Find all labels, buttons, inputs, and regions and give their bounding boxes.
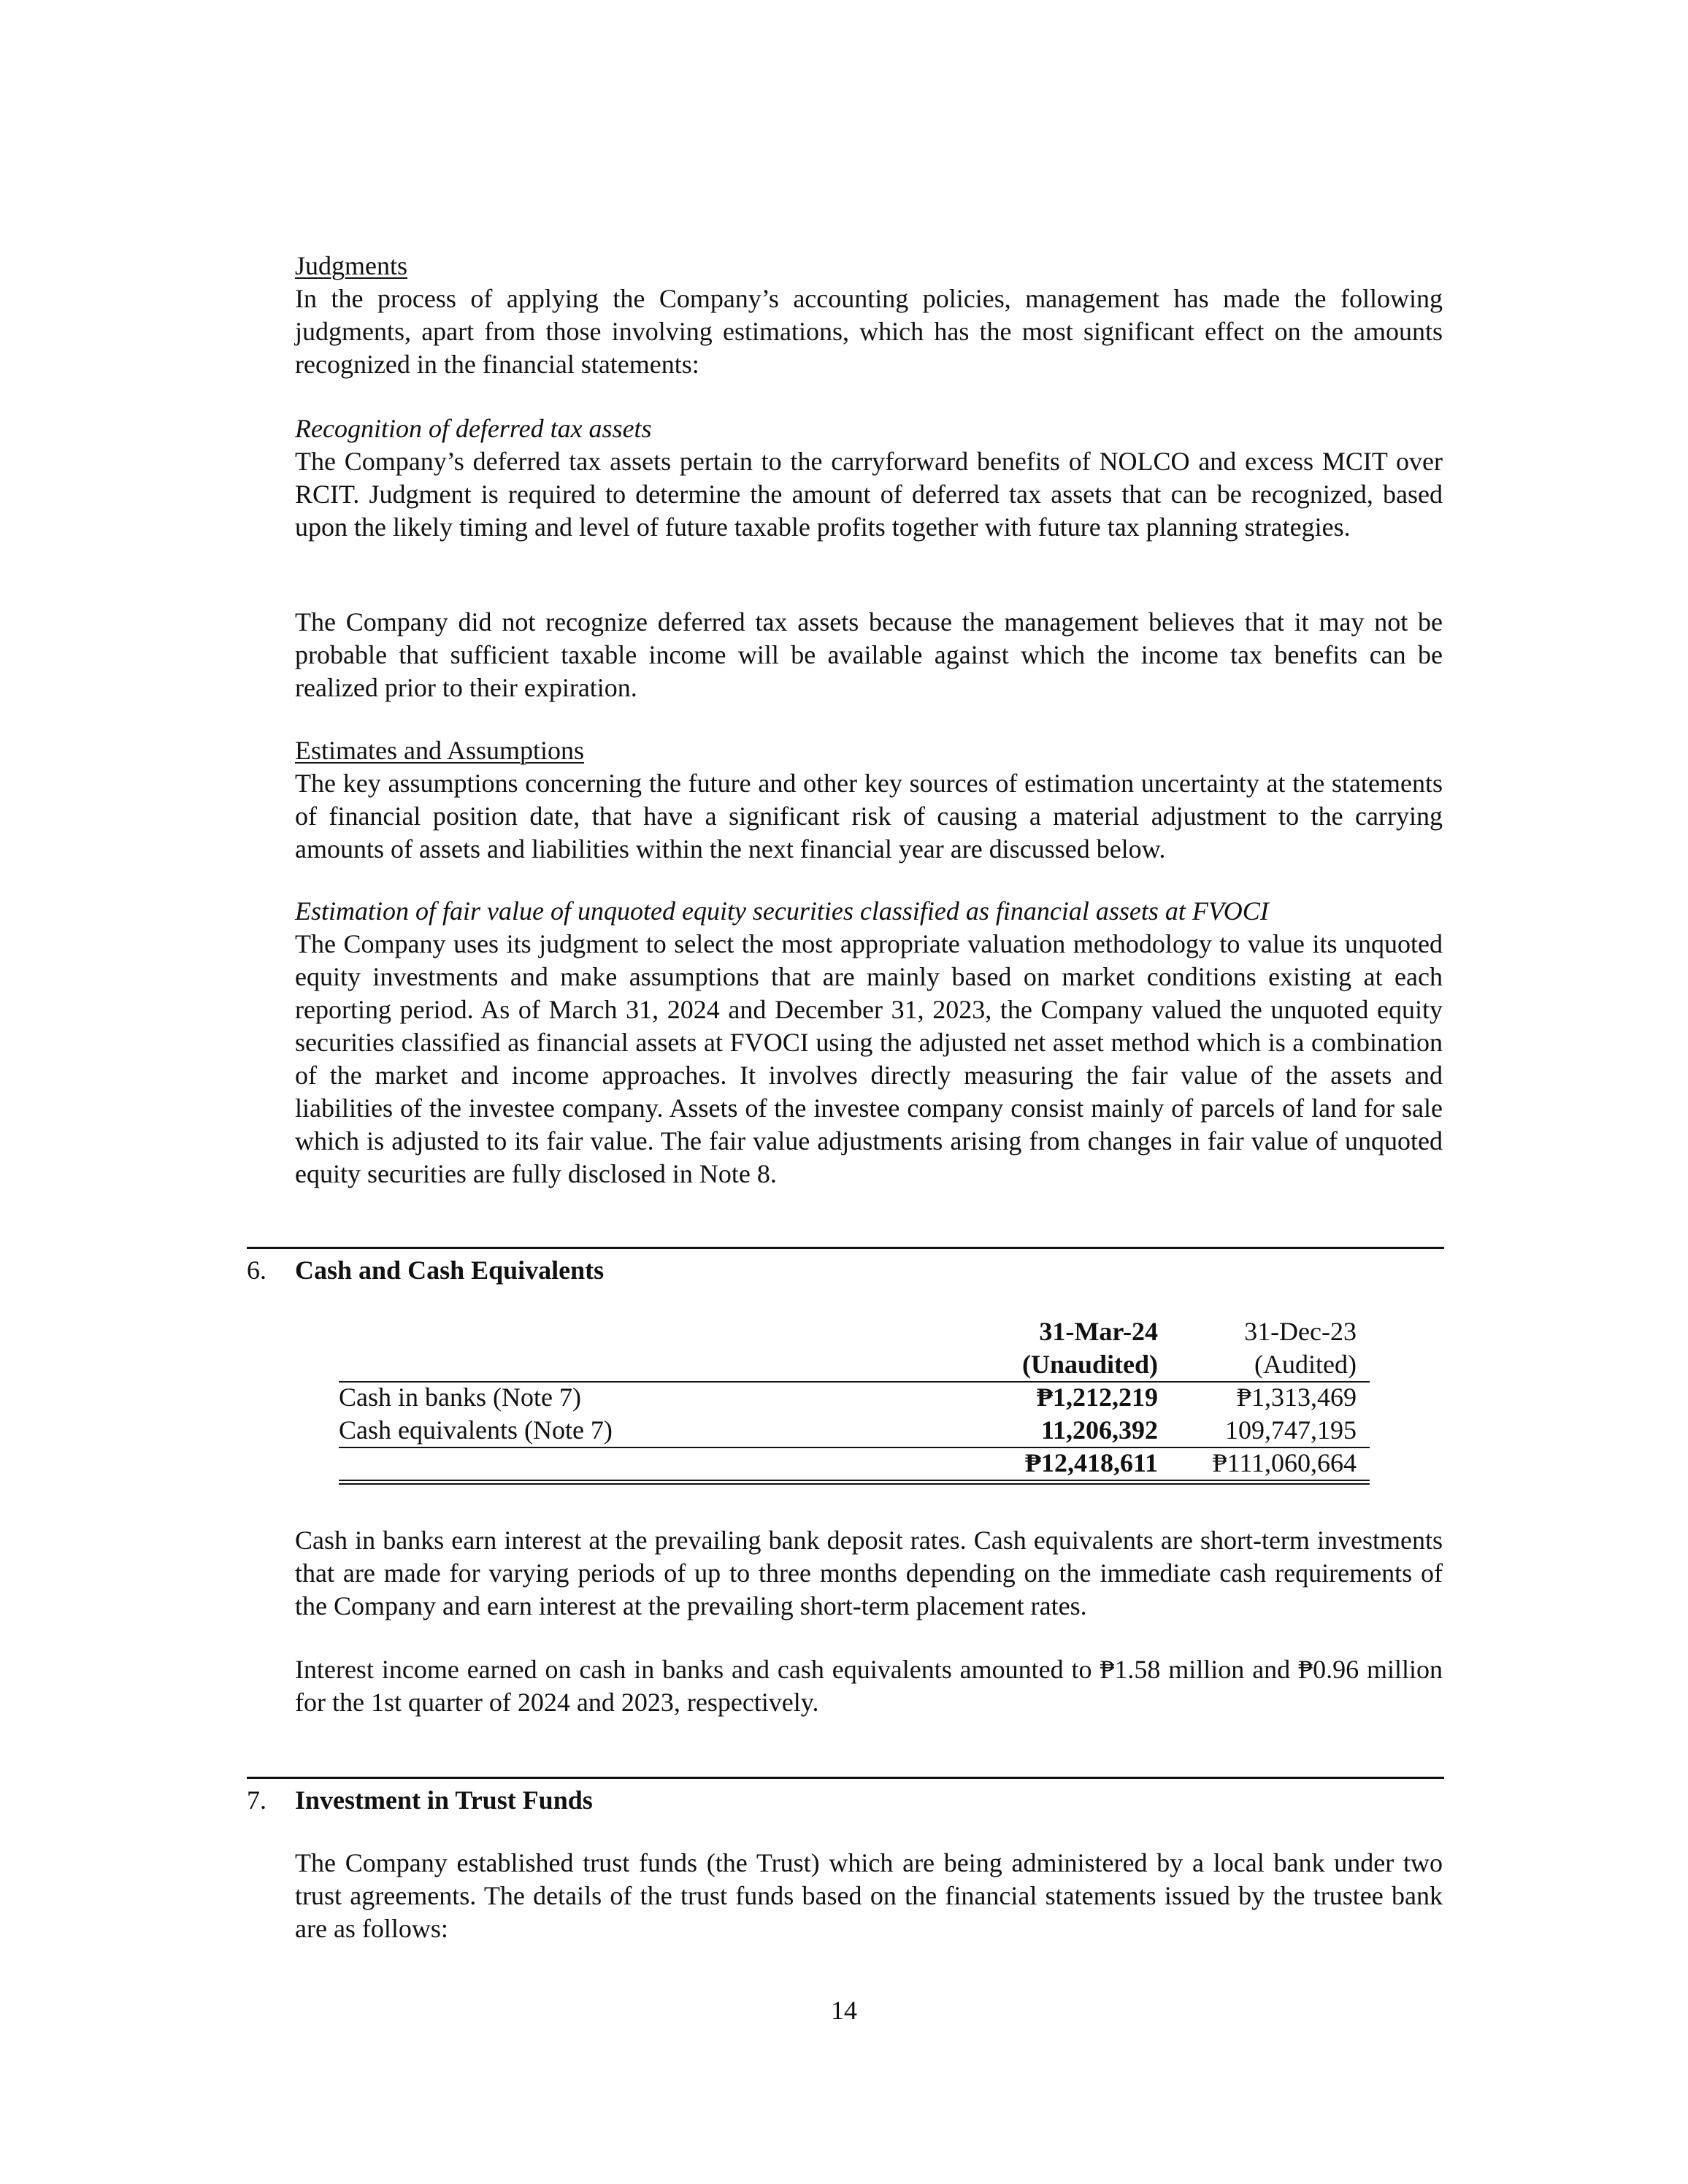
- section-7-paragraph-1: The Company established trust funds (the Trust) which are being administered by a local bank under two trust agreements. The details of the trust funds based on the financial statements issued by the trustee bank are as follows:: [295, 1848, 1443, 1943]
- section-6-number: 6.: [247, 1256, 266, 1285]
- table-total-double-line-bottom: [339, 1483, 1370, 1485]
- estimates-heading: Estimates and Assumptions: [295, 736, 584, 765]
- section-7-paragraph-block: [295, 1847, 1443, 1945]
- deferred-tax-paragraph-2-block: [295, 606, 1443, 704]
- judgments-block: [295, 250, 1443, 381]
- deferred-tax-block: [295, 412, 1443, 544]
- table-total-double-line-top: [339, 1480, 1370, 1481]
- section-6-title: Cash and Cash Equivalents: [295, 1256, 605, 1285]
- table-row: [339, 1381, 1370, 1414]
- table-header-underline: [339, 1381, 1370, 1383]
- cash-table: [339, 1315, 1370, 1480]
- total-value-col2: ₱111,060,664: [1212, 1448, 1357, 1477]
- section-7-number: 7.: [247, 1785, 266, 1815]
- col2-date-header: 31-Dec-23: [1244, 1317, 1357, 1346]
- row-value-col1: ₱1,212,219: [1037, 1383, 1158, 1412]
- table-header-row-2: [339, 1348, 1370, 1381]
- total-value-col1: ₱12,418,611: [1024, 1448, 1158, 1477]
- section-6-paragraph-2: Interest income earned on cash in banks and cash equivalents amounted to ₱1.58 million and ₱0.96 million for the 1st quarter of 2024 and 2023, respectively.: [295, 1655, 1443, 1717]
- deferred-tax-paragraph-1: The Company’s deferred tax assets pertain to the carryforward benefits of NOLCO and excess MCIT over RCIT. Judgment is required to determine the amount of deferred tax assets that can be recognized, based upon the likely timing and level of future taxable profits together with future tax planning strategies.: [295, 447, 1443, 542]
- col1-status-header: (Unaudited): [1021, 1350, 1158, 1379]
- estimates-intro: The key assumptions concerning the future and other key sources of estimation uncertainty at the statements of financial position date, that have a significant risk of causing a material adjustment to the carrying amounts of assets and liabilities within the next financial year are discussed below.: [295, 769, 1443, 864]
- fvoci-paragraph: The Company uses its judgment to select the most appropriate valuation methodology to value its unquoted equity investments and make assumptions that are mainly based on market conditions existing at each reporting period. As of March 31, 2024 and December 31, 2023, the Company valued the unquoted equity securities classified as financial assets at FVOCI using the adjusted net asset method which is a combination of the market and income approaches. It involves directly measuring the fair value of the assets and liabilities of the investee company. Assets of the investee company consist mainly of parcels of land for sale which is adjusted to its fair value. The fair value adjustments arising from changes in fair value of unquoted equity securities are fully disclosed in Note 8.: [295, 929, 1443, 1188]
- section-7-rule: [247, 1777, 1444, 1779]
- deferred-tax-paragraph-2: The Company did not recognize deferred tax assets because the management believes that it may not be probable that sufficient taxable income will be available against which the income tax benefits can be realized prior to their expiration.: [295, 607, 1443, 702]
- estimates-block: [295, 734, 1443, 866]
- judgments-heading: Judgments: [295, 251, 408, 280]
- row-label: Cash equivalents (Note 7): [339, 1415, 613, 1445]
- section-6-paragraph-1: Cash in banks earn interest at the prevailing bank deposit rates. Cash equivalents are short-term investments that are made for varying periods of up to three months depending on the immediate cash requirements of the Company and earn interest at the prevailing short-term placement rates.: [295, 1526, 1443, 1620]
- row-value-col1: 11,206,392: [1040, 1415, 1158, 1445]
- section-6-paragraph-1-block: [295, 1524, 1443, 1623]
- row-value-col2: 109,747,195: [1225, 1415, 1357, 1445]
- table-row: [339, 1414, 1370, 1447]
- table-subtotal-line: [339, 1447, 1370, 1448]
- section-7-title: Investment in Trust Funds: [295, 1785, 593, 1815]
- judgments-intro: In the process of applying the Company’s accounting policies, management has made the following judgments, apart from those involving estimations, which has the most significant effect on the amounts recognized in the financial statements:: [295, 284, 1443, 379]
- table-total-row: [339, 1447, 1370, 1480]
- row-label: Cash in banks (Note 7): [339, 1383, 581, 1412]
- fvoci-block: [295, 895, 1443, 1191]
- page-number: 14: [831, 1996, 857, 2025]
- col1-date-header: 31-Mar-24: [1039, 1317, 1158, 1346]
- col2-status-header: (Audited): [1254, 1350, 1357, 1379]
- fvoci-title: Estimation of fair value of unquoted equity securities classified as financial assets at FVOCI: [295, 896, 1269, 926]
- table-header-row-1: [339, 1315, 1370, 1348]
- section-6-paragraph-2-block: [295, 1653, 1443, 1719]
- row-value-col2: ₱1,313,469: [1236, 1383, 1357, 1412]
- deferred-tax-title: Recognition of deferred tax assets: [295, 414, 652, 443]
- section-6-rule: [247, 1247, 1444, 1249]
